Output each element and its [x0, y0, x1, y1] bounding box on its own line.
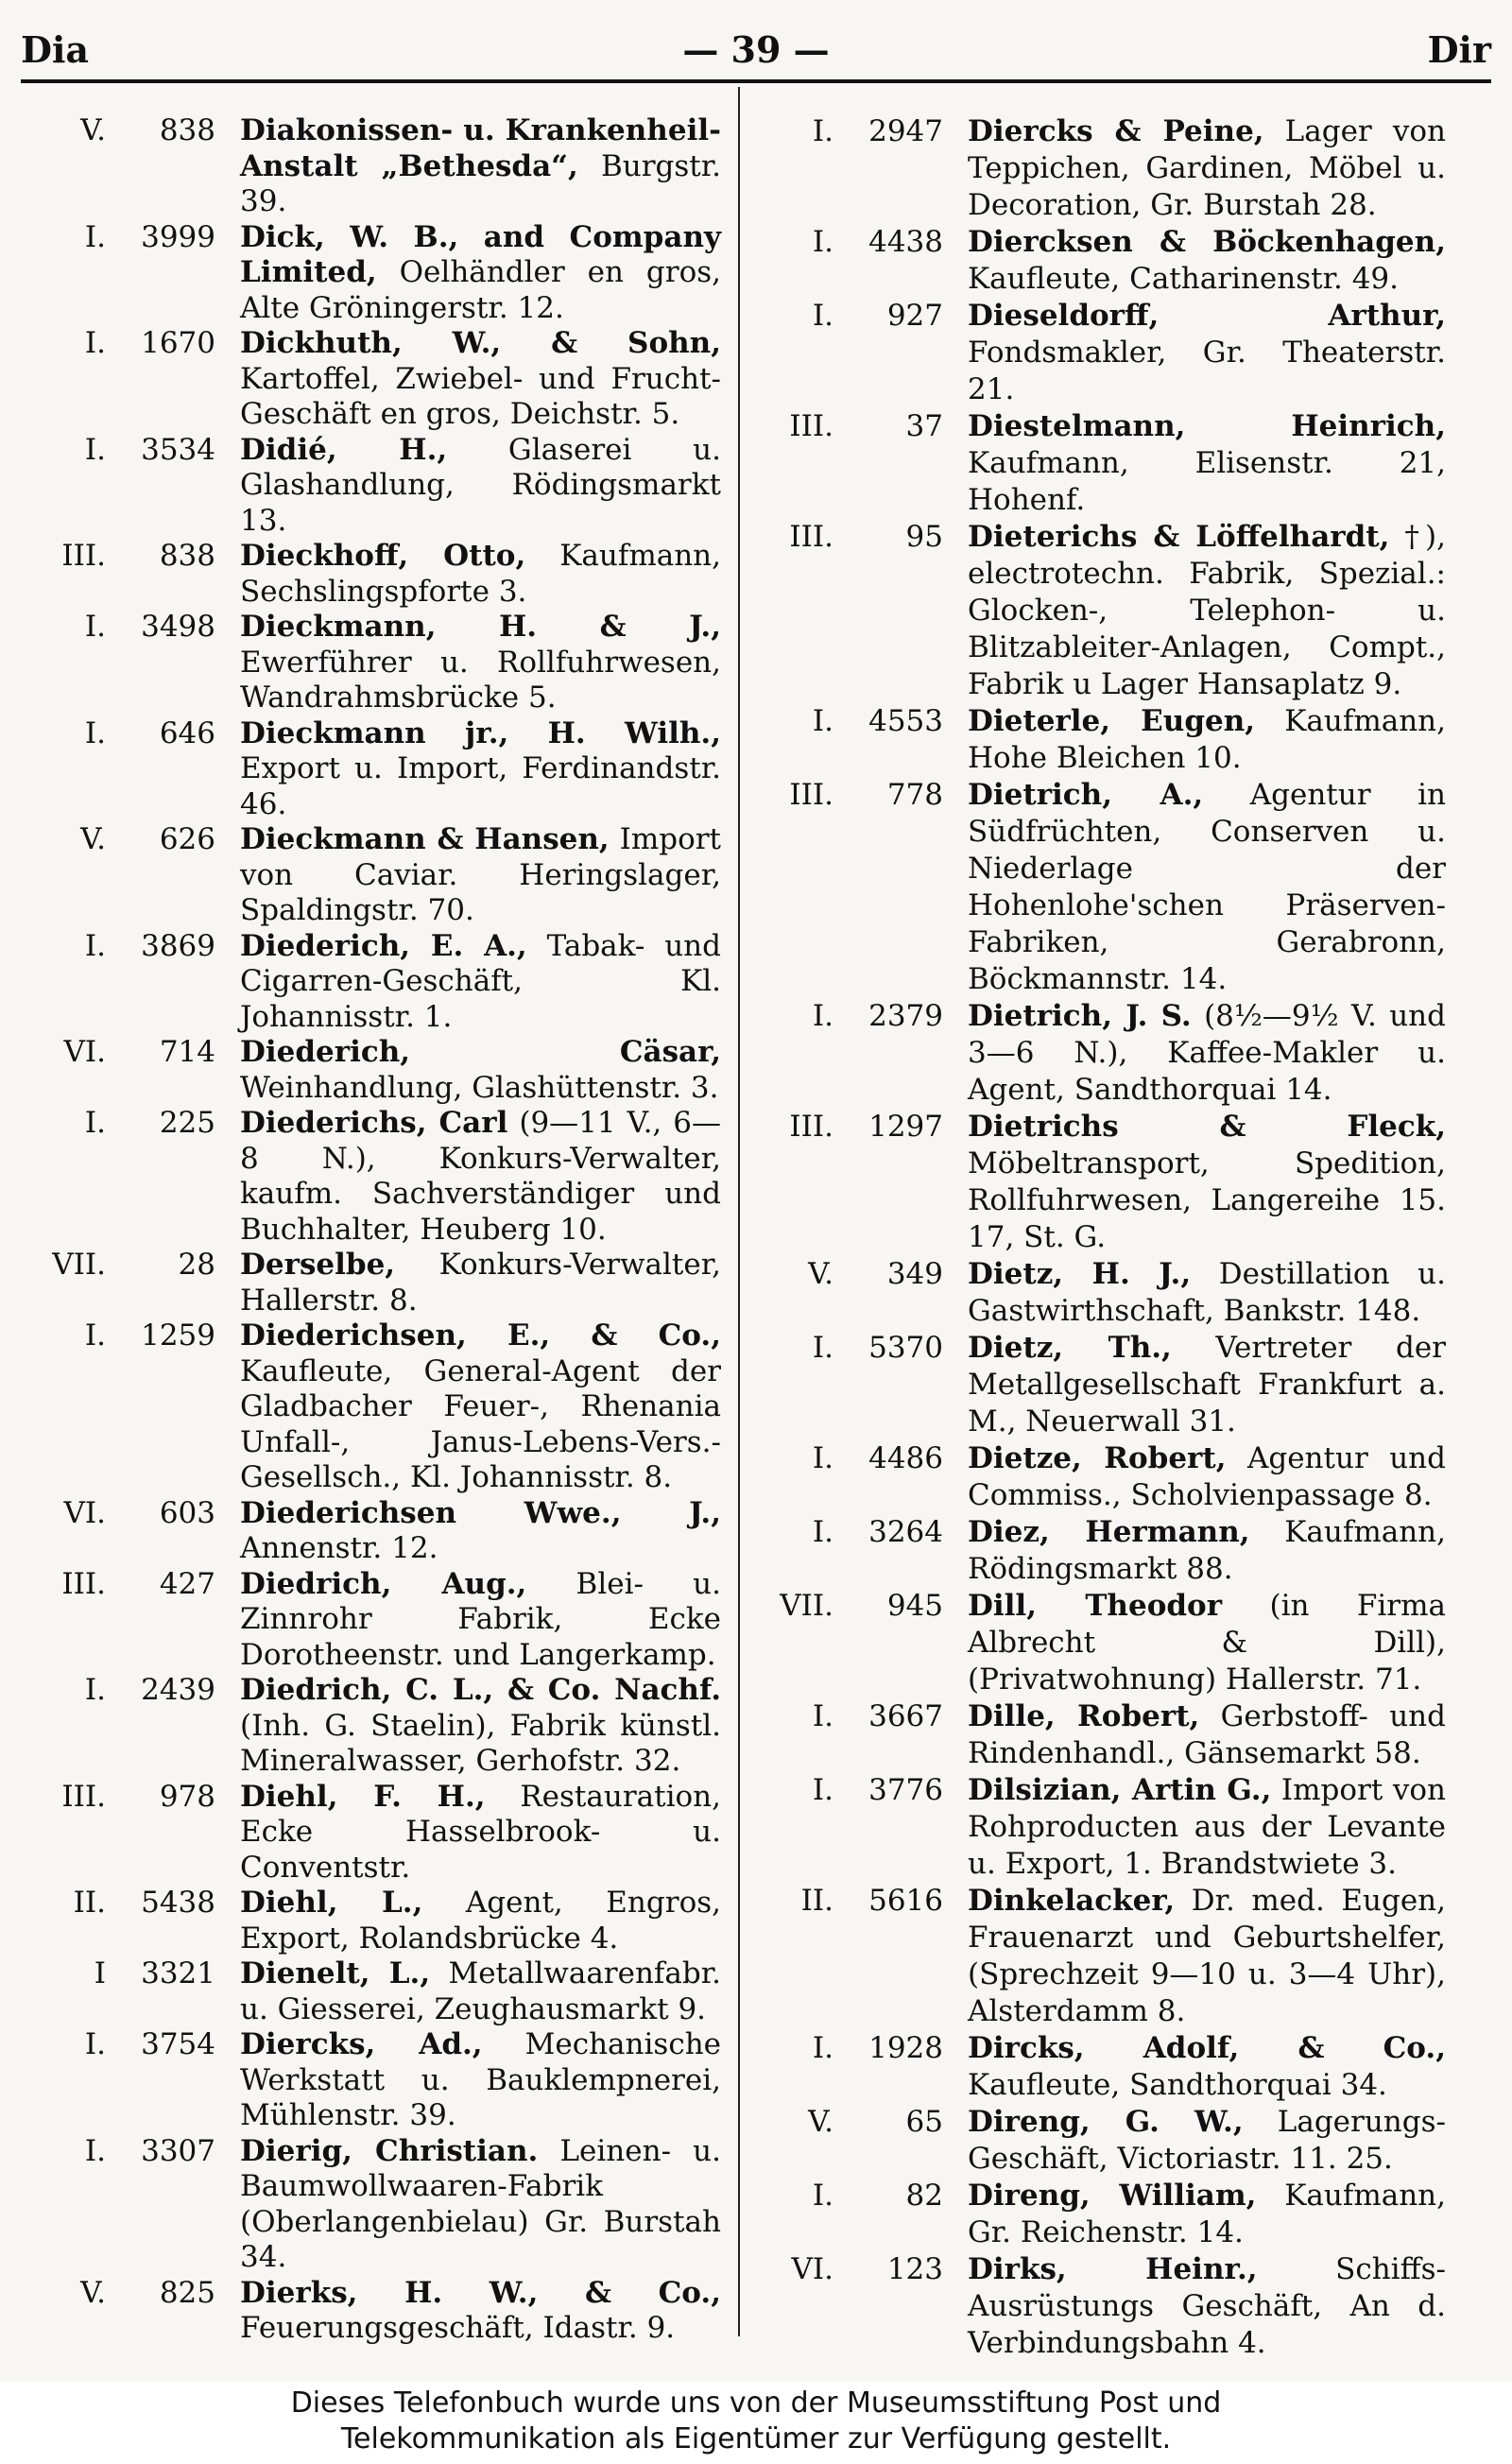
- subscriber-details: Gerbstoff- und Rindenhandl., Gänsemarkt 58.: [968, 1699, 1446, 1770]
- subscriber-name: Dienelt, L.,: [240, 1956, 431, 1990]
- phone-number: 838: [159, 539, 215, 573]
- exchange-district: III.: [61, 539, 106, 573]
- subscriber-name: Dilsizian, Artin G.,: [968, 1773, 1272, 1807]
- subscriber-details: Agentur und Commiss., Scholvienpassage 8.: [968, 1441, 1446, 1512]
- directory-entry: [28, 2027, 721, 2134]
- directory-entry: [28, 1673, 721, 1780]
- subscriber-details: Lagerungs-Geschäft, Victoriastr. 11. 25.: [968, 2105, 1447, 2176]
- directory-entry: [28, 1035, 721, 1106]
- subscriber-name: Diercks, Ad.,: [240, 2027, 483, 2061]
- phone-number: 4553: [868, 704, 943, 738]
- exchange-district: I.: [84, 326, 106, 360]
- subscriber-name: Diedrich, C. L., & Co. Nachf.: [240, 1673, 721, 1707]
- exchange-district: I.: [84, 1318, 106, 1353]
- exchange-district: VII.: [52, 1248, 106, 1282]
- directory-entry: [28, 2276, 721, 2347]
- subscriber-name: Diederichsen Wwe., J.,: [240, 1495, 721, 1530]
- entry-text: [968, 1109, 1446, 1256]
- entry-text: [240, 610, 721, 716]
- phone-number: 3776: [868, 1773, 943, 1807]
- subscriber-details: Agentur in Südfrüchten, Conserven u. Niederlage der Hohenlohe'schen Präserven-Fabriken, Gerabronn, Böckmannstr. 14.: [968, 778, 1446, 996]
- exchange-district: II.: [800, 1884, 833, 1918]
- subscriber-name: Diercksen & Böckenhagen,: [968, 225, 1446, 259]
- exchange-district: I.: [812, 1331, 833, 1365]
- exchange-district: I.: [812, 1515, 833, 1549]
- subscriber-name: Dietz, Th.,: [968, 1331, 1172, 1365]
- entry-text: [968, 1514, 1446, 1588]
- subscriber-name: Dickhuth, W., & Sohn,: [240, 326, 721, 360]
- directory-entry: [756, 1330, 1446, 1440]
- phone-number: 978: [159, 1779, 215, 1814]
- directory-entry: [28, 433, 721, 540]
- subscriber-name: Dierks, H. W., & Co.,: [240, 2275, 721, 2310]
- entry-text: [240, 1956, 721, 2027]
- entry-text: [240, 716, 721, 823]
- entry-text: [968, 113, 1446, 224]
- exchange-district: I.: [84, 1673, 106, 1707]
- subscriber-details: Kaufleute, General-Agent der Gladbacher Feuer-, Rhenania Unfall-, Janus-Lebens-Vers.-Gesellsch., Kl. Johannisstr. 8.: [240, 1353, 721, 1494]
- subscriber-name: Dill, Theodor: [968, 1589, 1223, 1623]
- phone-number: 123: [886, 2252, 943, 2286]
- exchange-district: I.: [812, 704, 833, 738]
- subscriber-details: (8½—9½ V. und 3—6 N.), Kaffee-Makler u. Agent, Sandthorquai 14.: [968, 999, 1446, 1107]
- exchange-district: VI.: [791, 2252, 833, 2286]
- exchange-district: V.: [80, 2275, 106, 2310]
- phone-number: 427: [159, 1566, 215, 1601]
- entry-text: [240, 1318, 721, 1496]
- subscriber-details: Import von Rohproducten aus der Levante u. Export, 1. Brandstwiete 3.: [968, 1773, 1446, 1881]
- directory-entry: [28, 1780, 721, 1887]
- exchange-district: I.: [812, 225, 833, 259]
- subscriber-name: Dietrich, A.,: [968, 778, 1204, 812]
- directory-entry: [756, 298, 1446, 408]
- exchange-district: VI.: [63, 1495, 106, 1530]
- right-column: [756, 113, 1446, 2362]
- directory-entry: [756, 2251, 1446, 2362]
- subscriber-name: Dieckmann & Hansen,: [240, 822, 610, 856]
- directory-entry: [756, 113, 1446, 224]
- exchange-district: VI.: [63, 1035, 106, 1069]
- subscriber-name: Diakonissen- u. Krankenheil-Anstalt „Bethesda“,: [240, 113, 721, 183]
- subscriber-details: Lager von Teppichen, Gardinen, Möbel u. Decoration, Gr. Burstah 28.: [968, 114, 1446, 222]
- phone-number: 3754: [141, 2027, 215, 2061]
- directory-entry: [756, 2178, 1446, 2251]
- entry-text: [968, 298, 1446, 408]
- subscriber-details: Export u. Import, Ferdinandstr. 46.: [240, 751, 721, 821]
- subscriber-name: Derselbe,: [240, 1248, 396, 1282]
- directory-entry: [756, 1440, 1446, 1514]
- phone-number: 82: [905, 2179, 943, 2213]
- directory-entry: [28, 1567, 721, 1674]
- entry-text: [240, 1248, 721, 1318]
- exchange-district: I: [94, 1956, 106, 1990]
- phone-number: 3264: [868, 1515, 943, 1549]
- phone-number: 2947: [868, 114, 943, 148]
- exchange-district: I.: [812, 2179, 833, 2213]
- directory-entry: [28, 220, 721, 327]
- phone-number: 714: [159, 1035, 215, 1069]
- exchange-district: I.: [812, 1441, 833, 1475]
- phone-number: 3999: [141, 219, 215, 254]
- footer-line-1: Dieses Telefonbuch wurde uns von der Museumsstiftung Post und: [290, 2386, 1222, 2420]
- subscriber-details: Kaufleute, Sandthorquai 34.: [968, 2068, 1387, 2102]
- entry-text: [968, 224, 1446, 298]
- subscriber-name: Diedrich, Aug.,: [240, 1566, 527, 1601]
- entry-text: [968, 519, 1446, 703]
- subscriber-name: Dietz, H. J.,: [968, 1257, 1192, 1291]
- directory-entry: [28, 1248, 721, 1318]
- subscriber-details: Blei- u. Zinnrohr Fabrik, Ecke Dorotheenstr. und Langerkamp.: [240, 1566, 721, 1672]
- exchange-district: III.: [61, 1566, 106, 1601]
- subscriber-details: Kaufmann, Gr. Reichenstr. 14.: [968, 2179, 1446, 2249]
- phone-number: 3869: [141, 928, 215, 963]
- phone-number: 5616: [868, 1884, 943, 1918]
- phone-number: 927: [886, 299, 943, 333]
- exchange-district: I.: [812, 999, 833, 1033]
- subscriber-details: Restauration, Ecke Hasselbrook- u. Conventstr.: [240, 1779, 721, 1885]
- subscriber-details: Agent, Engros, Export, Rolandsbrücke 4.: [240, 1886, 721, 1956]
- exchange-district: V.: [808, 2105, 833, 2139]
- phone-number: 28: [178, 1248, 215, 1282]
- entry-text: [240, 929, 721, 1036]
- page-header: [21, 28, 1491, 74]
- exchange-district: I.: [812, 1773, 833, 1807]
- phone-number: 37: [905, 409, 943, 443]
- phone-number: 945: [886, 1589, 943, 1623]
- directory-entry: [756, 703, 1446, 777]
- directory-entry: [28, 2134, 721, 2276]
- phone-number: 5438: [141, 1886, 215, 1920]
- subscriber-details: Weinhandlung, Glashüttenstr. 3.: [240, 1070, 719, 1105]
- phone-number: 778: [886, 778, 943, 812]
- entry-text: [968, 2104, 1446, 2178]
- exchange-district: III.: [789, 520, 833, 554]
- header-right-keyword: Dir: [1427, 28, 1491, 71]
- subscriber-name: Dieckmann jr., H. Wilh.,: [240, 715, 721, 750]
- subscriber-details: Kaufmann, Elisenstr. 21, Hohenf.: [968, 446, 1446, 517]
- subscriber-details: (9—11 V., 6—8 N.), Konkurs-Verwalter, kaufm. Sachverständiger und Buchhalter, Heuberg 10.: [240, 1106, 721, 1247]
- subscriber-details: Burgstr. 39.: [240, 148, 721, 218]
- subscriber-name: Dieckhoff, Otto,: [240, 539, 526, 573]
- subscriber-details: Kaufmann, Rödingsmarkt 88.: [968, 1515, 1446, 1586]
- entry-text: [968, 1883, 1446, 2030]
- subscriber-details: Kartoffel, Zwiebel- und Frucht-Geschäft en gros, Deichstr. 5.: [240, 361, 721, 431]
- page-number: — 39 —: [682, 28, 830, 71]
- exchange-district: I.: [84, 219, 106, 254]
- directory-entry: [756, 1883, 1446, 2030]
- subscriber-name: Dirks, Heinr.,: [968, 2252, 1258, 2286]
- entry-text: [968, 1256, 1446, 1330]
- phone-number: 1928: [868, 2031, 943, 2065]
- phone-number: 1670: [141, 326, 215, 360]
- entry-text: [240, 2134, 721, 2276]
- subscriber-details: Fondsmakler, Gr. Theaterstr. 21.: [968, 336, 1446, 406]
- footer-line-2: Telekommunikation als Eigentümer zur Verfügung gestellt.: [340, 2422, 1172, 2455]
- entry-text: [240, 326, 721, 433]
- subscriber-details: Destillation u. Gastwirthschaft, Bankstr. 148.: [968, 1257, 1446, 1328]
- directory-entry: [28, 1886, 721, 1956]
- subscriber-details: Leinen- u. Baumwollwaaren-Fabrik (Oberlangenbielau) Gr. Burstah 34.: [240, 2133, 722, 2274]
- directory-entry: [756, 1698, 1446, 1772]
- exchange-district: I.: [84, 610, 106, 644]
- subscriber-name: Dietze, Robert,: [968, 1441, 1227, 1475]
- phone-number: 603: [159, 1495, 215, 1530]
- directory-entry: [28, 716, 721, 823]
- subscriber-details: Mechanische Werkstatt u. Bauklempnerei, Mühlenstr. 39.: [240, 2027, 722, 2132]
- exchange-district: III.: [789, 778, 833, 812]
- phone-number: 3667: [868, 1699, 943, 1733]
- subscriber-details: Annenstr. 12.: [240, 1531, 438, 1565]
- exchange-district: II.: [73, 1886, 106, 1920]
- exchange-district: I.: [84, 928, 106, 963]
- phone-number: 3534: [141, 432, 215, 467]
- footer-credit: [0, 2382, 1512, 2464]
- directory-entry: [28, 539, 721, 610]
- directory-entry: [28, 326, 721, 433]
- directory-entry: [28, 1956, 721, 2027]
- directory-entry: [756, 2030, 1446, 2104]
- entry-text: [240, 1035, 721, 1106]
- subscriber-details: Kaufmann, Sechslingspforte 3.: [240, 539, 721, 609]
- phone-number: 1297: [868, 1110, 943, 1144]
- directory-entry: [28, 822, 721, 929]
- directory-entry: [756, 1256, 1446, 1330]
- exchange-district: I.: [84, 2133, 106, 2168]
- left-column: [28, 113, 721, 2347]
- directory-entry: [28, 1106, 721, 1248]
- phone-number: 626: [159, 822, 215, 856]
- subscriber-name: Didié, H.,: [240, 432, 448, 467]
- entry-text: [240, 433, 721, 540]
- exchange-district: I.: [84, 1106, 106, 1140]
- subscriber-name: Diestelmann, Heinrich,: [968, 409, 1446, 443]
- directory-entry: [28, 929, 721, 1036]
- exchange-district: III.: [789, 409, 833, 443]
- subscriber-name: Direng, G. W.,: [968, 2105, 1244, 2139]
- exchange-district: III.: [789, 1110, 833, 1144]
- phone-number: 2439: [141, 1673, 215, 1707]
- entry-text: [240, 2027, 721, 2134]
- subscriber-name: Dieckmann, H. & J.,: [240, 610, 721, 644]
- entry-text: [968, 1330, 1446, 1440]
- subscriber-details: (in Firma Albrecht & Dill), (Privatwohnung) Hallerstr. 71.: [968, 1589, 1446, 1697]
- entry-text: [968, 408, 1446, 519]
- entry-text: [968, 1772, 1446, 1883]
- subscriber-name: Dille, Robert,: [968, 1699, 1200, 1733]
- directory-entry: [756, 998, 1446, 1109]
- exchange-district: I.: [84, 2027, 106, 2061]
- phone-number: 3321: [141, 1956, 215, 1990]
- entry-text: [968, 1698, 1446, 1772]
- subscriber-details: Import von Caviar. Heringslager, Spaldingstr. 70.: [240, 822, 722, 927]
- directory-entry: [28, 1318, 721, 1496]
- subscriber-details: †), electrotechn. Fabrik, Spezial.: Glocken-, Telephon- u. Blitzableiter-Anlagen, Compt., Fabrik u Lager Hansaplatz 9.: [968, 520, 1446, 701]
- exchange-district: V.: [80, 822, 106, 856]
- subscriber-name: Diehl, L.,: [240, 1886, 423, 1920]
- entry-text: [240, 2276, 721, 2347]
- directory-entry: [756, 1109, 1446, 1256]
- header-left-keyword: Dia: [21, 28, 90, 71]
- subscriber-details: Tabak- und Cigarren-Geschäft, Kl. Johannisstr. 1.: [240, 928, 721, 1034]
- entry-text: [240, 113, 721, 220]
- subscriber-details: Metallwaarenfabr. u. Giesserei, Zeughausmarkt 9.: [240, 1956, 721, 2026]
- entry-text: [968, 2178, 1446, 2251]
- subscriber-name: Dietrichs & Fleck,: [968, 1110, 1446, 1144]
- phone-number: 838: [159, 113, 215, 147]
- subscriber-details: Kaufmann, Hohe Bleichen 10.: [968, 704, 1446, 775]
- phone-number: 1259: [141, 1318, 215, 1353]
- subscriber-details: Konkurs-Verwalter, Hallerstr. 8.: [240, 1248, 721, 1318]
- subscriber-details: Glaserei u. Glashandlung, Rödingsmarkt 13.: [240, 432, 721, 538]
- subscriber-name: Dietrich, J. S.: [968, 999, 1192, 1033]
- exchange-district: I.: [84, 715, 106, 750]
- subscriber-name: Diederich, E. A.,: [240, 928, 527, 963]
- phone-number: 3498: [141, 610, 215, 644]
- subscriber-name: Dierig, Christian.: [240, 2133, 539, 2168]
- directory-entry: [756, 777, 1446, 998]
- subscriber-name: Dinkelacker,: [968, 1884, 1176, 1918]
- entry-text: [968, 998, 1446, 1109]
- subscriber-details: Feuerungsgeschäft, Idastr. 9.: [240, 2311, 676, 2345]
- entry-text: [968, 1440, 1446, 1514]
- entry-text: [968, 777, 1446, 998]
- subscriber-name: Dieseldorff, Arthur,: [968, 299, 1446, 333]
- subscriber-name: Dick, W. B., and Company Limited,: [240, 219, 721, 289]
- phone-number: 349: [886, 1257, 943, 1291]
- exchange-district: VII.: [780, 1589, 833, 1623]
- directory-entry: [28, 1496, 721, 1567]
- directory-entry: [756, 519, 1446, 703]
- entry-text: [968, 2251, 1446, 2362]
- exchange-district: III.: [61, 1779, 106, 1814]
- exchange-district: I.: [812, 1699, 833, 1733]
- entry-text: [968, 703, 1446, 777]
- subscriber-details: Dr. med. Eugen, Frauenarzt und Geburtshelfer, (Sprechzeit 9—10 u. 3—4 Uhr), Alsterdamm 8.: [968, 1884, 1446, 2028]
- entry-text: [240, 822, 721, 929]
- exchange-district: I.: [812, 114, 833, 148]
- exchange-district: I.: [812, 2031, 833, 2065]
- subscriber-details: Schiffs-Ausrüstungs Geschäft, An d. Verbindungsbahn 4.: [968, 2252, 1446, 2360]
- exchange-district: I.: [84, 432, 106, 467]
- directory-entry: [756, 224, 1446, 298]
- entry-text: [968, 2030, 1446, 2104]
- subscriber-details: (Inh. G. Staelin), Fabrik künstl. Mineralwasser, Gerhofstr. 32.: [240, 1708, 721, 1778]
- phone-number: 95: [905, 520, 943, 554]
- directory-entry: [756, 1772, 1446, 1883]
- entry-text: [240, 1567, 721, 1674]
- directory-entry: [28, 610, 721, 716]
- entry-text: [240, 1780, 721, 1887]
- directory-entry: [756, 1588, 1446, 1698]
- header-rule: [21, 79, 1491, 83]
- exchange-district: V.: [80, 113, 106, 147]
- entry-text: [240, 220, 721, 327]
- exchange-district: V.: [808, 1257, 833, 1291]
- phone-number: 225: [159, 1106, 215, 1140]
- entry-text: [968, 1588, 1446, 1698]
- subscriber-details: Ewerführer u. Rollfuhrwesen, Wandrahmsbrücke 5.: [240, 645, 721, 715]
- subscriber-name: Diercks & Peine,: [968, 114, 1264, 148]
- subscriber-name: Dieterichs & Löffelhardt,: [968, 520, 1390, 554]
- subscriber-details: Kaufleute, Catharinenstr. 49.: [968, 262, 1400, 296]
- entry-text: [240, 539, 721, 610]
- phone-number: 3307: [141, 2133, 215, 2168]
- phone-number: 2379: [868, 999, 943, 1033]
- phone-number: 4438: [868, 225, 943, 259]
- entry-text: [240, 1886, 721, 1956]
- subscriber-name: Diehl, F. H.,: [240, 1779, 486, 1814]
- subscriber-name: Dircks, Adolf, & Co.,: [968, 2031, 1446, 2065]
- entry-text: [240, 1496, 721, 1567]
- column-divider: [738, 87, 740, 2336]
- subscriber-name: Diez, Hermann,: [968, 1515, 1250, 1549]
- phone-number: 825: [159, 2275, 215, 2310]
- phone-number: 646: [159, 715, 215, 750]
- phone-number: 4486: [868, 1441, 943, 1475]
- directory-entry: [756, 408, 1446, 519]
- entry-text: [240, 1106, 721, 1248]
- subscriber-name: Dieterle, Eugen,: [968, 704, 1256, 738]
- directory-entry: [28, 113, 721, 220]
- entry-text: [240, 1673, 721, 1780]
- phone-number: 5370: [868, 1331, 943, 1365]
- subscriber-name: Diederichsen, E., & Co.,: [240, 1318, 721, 1353]
- exchange-district: I.: [812, 299, 833, 333]
- directory-entry: [756, 2104, 1446, 2178]
- subscriber-details: Vertreter der Metallgesellschaft Frankfurt a. M., Neuerwall 31.: [968, 1331, 1446, 1439]
- phone-number: 65: [905, 2105, 943, 2139]
- subscriber-details: Möbeltransport, Spedition, Rollfuhrwesen, Langereihe 15. 17, St. G.: [968, 1146, 1446, 1254]
- subscriber-name: Diederich, Cäsar,: [240, 1035, 721, 1069]
- directory-entry: [756, 1514, 1446, 1588]
- subscriber-details: Oelhändler en gros, Alte Gröningerstr. 12.: [240, 255, 721, 325]
- subscriber-name: Diederichs, Carl: [240, 1106, 508, 1140]
- subscriber-name: Direng, William,: [968, 2179, 1257, 2213]
